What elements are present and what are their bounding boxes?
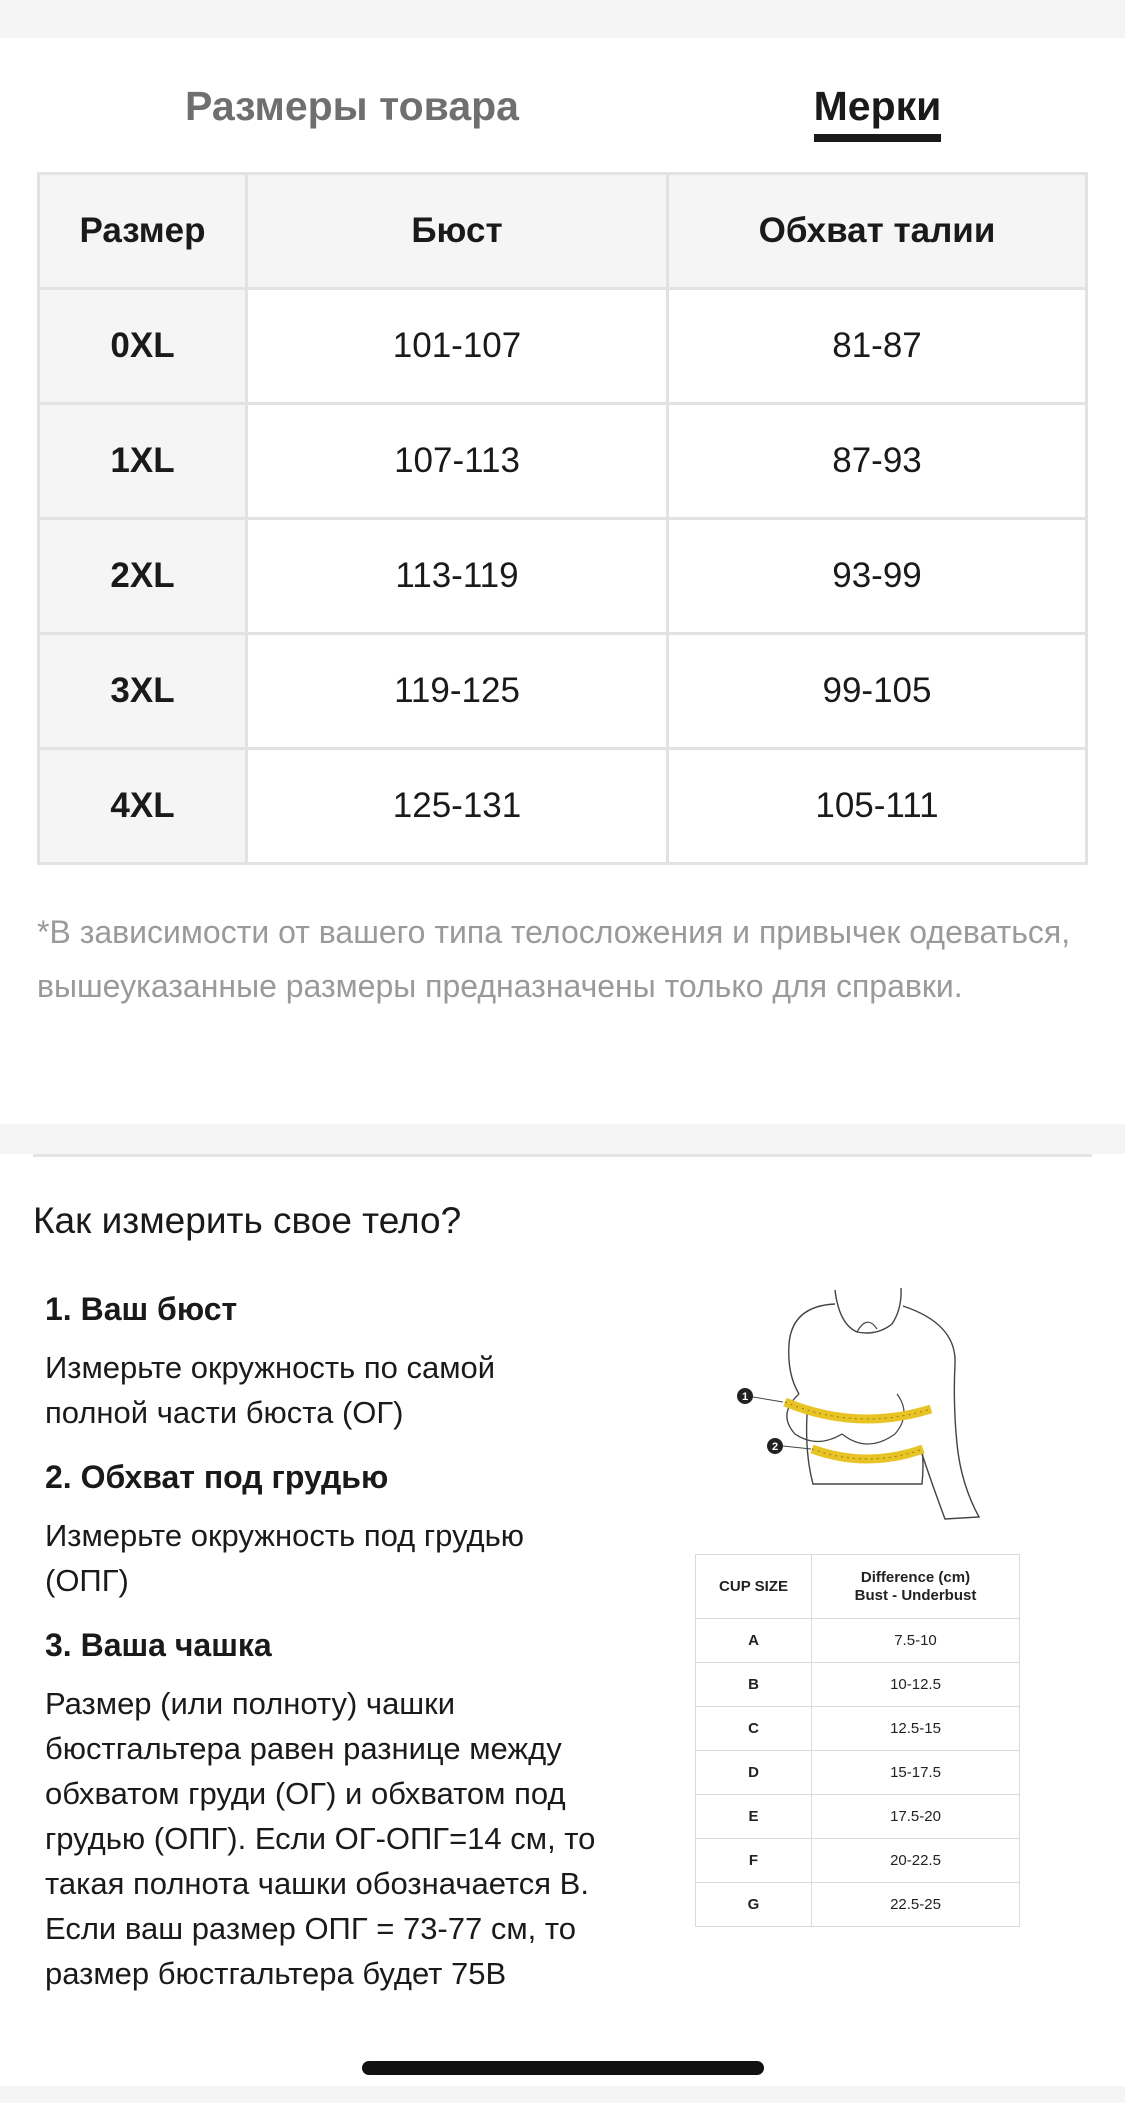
measure-steps: [45, 1289, 605, 2018]
table-row: [40, 405, 1088, 520]
header-size: Размер: [40, 175, 248, 290]
measurement-figure: [695, 1284, 1025, 1927]
waist-cell: 87-93: [669, 405, 1088, 520]
cup-letter: C: [696, 1707, 812, 1751]
how-to-measure-section: [0, 1154, 1125, 2103]
cup-letter: B: [696, 1663, 812, 1707]
marker-2-label: 2: [771, 1441, 779, 1453]
divider: [33, 1154, 1092, 1157]
tab-measurements-label: Мерки: [813, 83, 942, 129]
size-cell: 4XL: [40, 750, 248, 865]
step-bust: [45, 1289, 605, 1435]
step-heading: 1. Ваш бюст: [45, 1291, 238, 1327]
cup-difference: 10-12.5: [812, 1663, 1020, 1707]
size-cell: 1XL: [40, 405, 248, 520]
size-cell: 3XL: [40, 635, 248, 750]
waist-cell: 93-99: [669, 520, 1088, 635]
step-text: Измерьте окружность по самой полной части бюста (ОГ): [45, 1350, 496, 1430]
size-cell: 2XL: [40, 520, 248, 635]
difference-header-line2: Bust - Underbust: [854, 1586, 977, 1604]
cup-difference: 22.5-25: [812, 1883, 1020, 1927]
tab-measurements[interactable]: [667, 82, 1088, 130]
cup-difference: 20-22.5: [812, 1839, 1020, 1883]
table-row: [40, 290, 1088, 405]
step-text: Измерьте окружность под грудью (ОПГ): [45, 1518, 525, 1598]
table-row: [696, 1795, 1020, 1839]
cup-header: CUP SIZE: [696, 1555, 812, 1619]
bust-cell: 113-119: [248, 520, 669, 635]
size-table: [37, 172, 1088, 865]
table-row: [696, 1663, 1020, 1707]
cup-difference: 7.5-10: [812, 1619, 1020, 1663]
waist-cell: 81-87: [669, 290, 1088, 405]
top-band: [0, 0, 1125, 38]
cup-table-header-row: [696, 1555, 1020, 1619]
table-row: [696, 1839, 1020, 1883]
size-table-header-row: [40, 175, 1088, 290]
waist-cell: 99-105: [669, 635, 1088, 750]
how-to-title: Как измерить свое тело?: [33, 1200, 462, 1241]
header-bust: Бюст: [248, 175, 669, 290]
cup-letter: A: [696, 1619, 812, 1663]
bust-cell: 107-113: [248, 405, 669, 520]
bust-cell: 119-125: [248, 635, 669, 750]
cup-letter: E: [696, 1795, 812, 1839]
step-text: Размер (или полноту) чашки бюстгальтера равен разнице между обхватом груди (ОГ) и обхватом под грудью (ОПГ). Если ОГ-ОПГ=14 см, то такая полнота чашки обозначается В. Если ваш размер ОПГ = 73-77 см, то размер бюстгальтера будет 75B: [45, 1686, 596, 1991]
home-indicator[interactable]: [362, 2061, 764, 2075]
marker-1-label: 1: [741, 1391, 749, 1403]
cup-letter: D: [696, 1751, 812, 1795]
table-row: [696, 1707, 1020, 1751]
cup-difference: 15-17.5: [812, 1751, 1020, 1795]
bottom-band: [0, 2086, 1125, 2103]
table-row: [40, 520, 1088, 635]
step-cup: [45, 1625, 605, 1996]
difference-header: [812, 1555, 1020, 1619]
table-row: [40, 750, 1088, 865]
size-disclaimer: *В зависимости от вашего типа телосложения и привычек одеваться, вышеуказанные размеры предназначены только для справки.: [37, 914, 1071, 1004]
tab-product-sizes[interactable]: Размеры товара: [185, 83, 519, 129]
cup-difference: 17.5-20: [812, 1795, 1020, 1839]
step-underbust: [45, 1457, 605, 1603]
difference-header-line1: Difference (cm): [860, 1568, 971, 1586]
bust-cell: 125-131: [248, 750, 669, 865]
section-gap: [0, 1124, 1125, 1154]
step-heading: 3. Ваша чашка: [45, 1627, 272, 1663]
waist-cell: 105-111: [669, 750, 1088, 865]
size-card: [0, 38, 1125, 1124]
step-heading: 2. Обхват под грудью: [45, 1459, 389, 1495]
table-row: [696, 1883, 1020, 1927]
table-row: [696, 1751, 1020, 1795]
cup-letter: G: [696, 1883, 812, 1927]
table-row: [40, 635, 1088, 750]
cup-letter: F: [696, 1839, 812, 1883]
tab-bar: [37, 38, 1088, 172]
torso-illustration: [717, 1284, 987, 1524]
header-waist: Обхват талии: [669, 175, 1088, 290]
table-row: [696, 1619, 1020, 1663]
size-cell: 0XL: [40, 290, 248, 405]
cup-difference: 12.5-15: [812, 1707, 1020, 1751]
bust-cell: 101-107: [248, 290, 669, 405]
cup-size-table: [695, 1554, 1020, 1927]
